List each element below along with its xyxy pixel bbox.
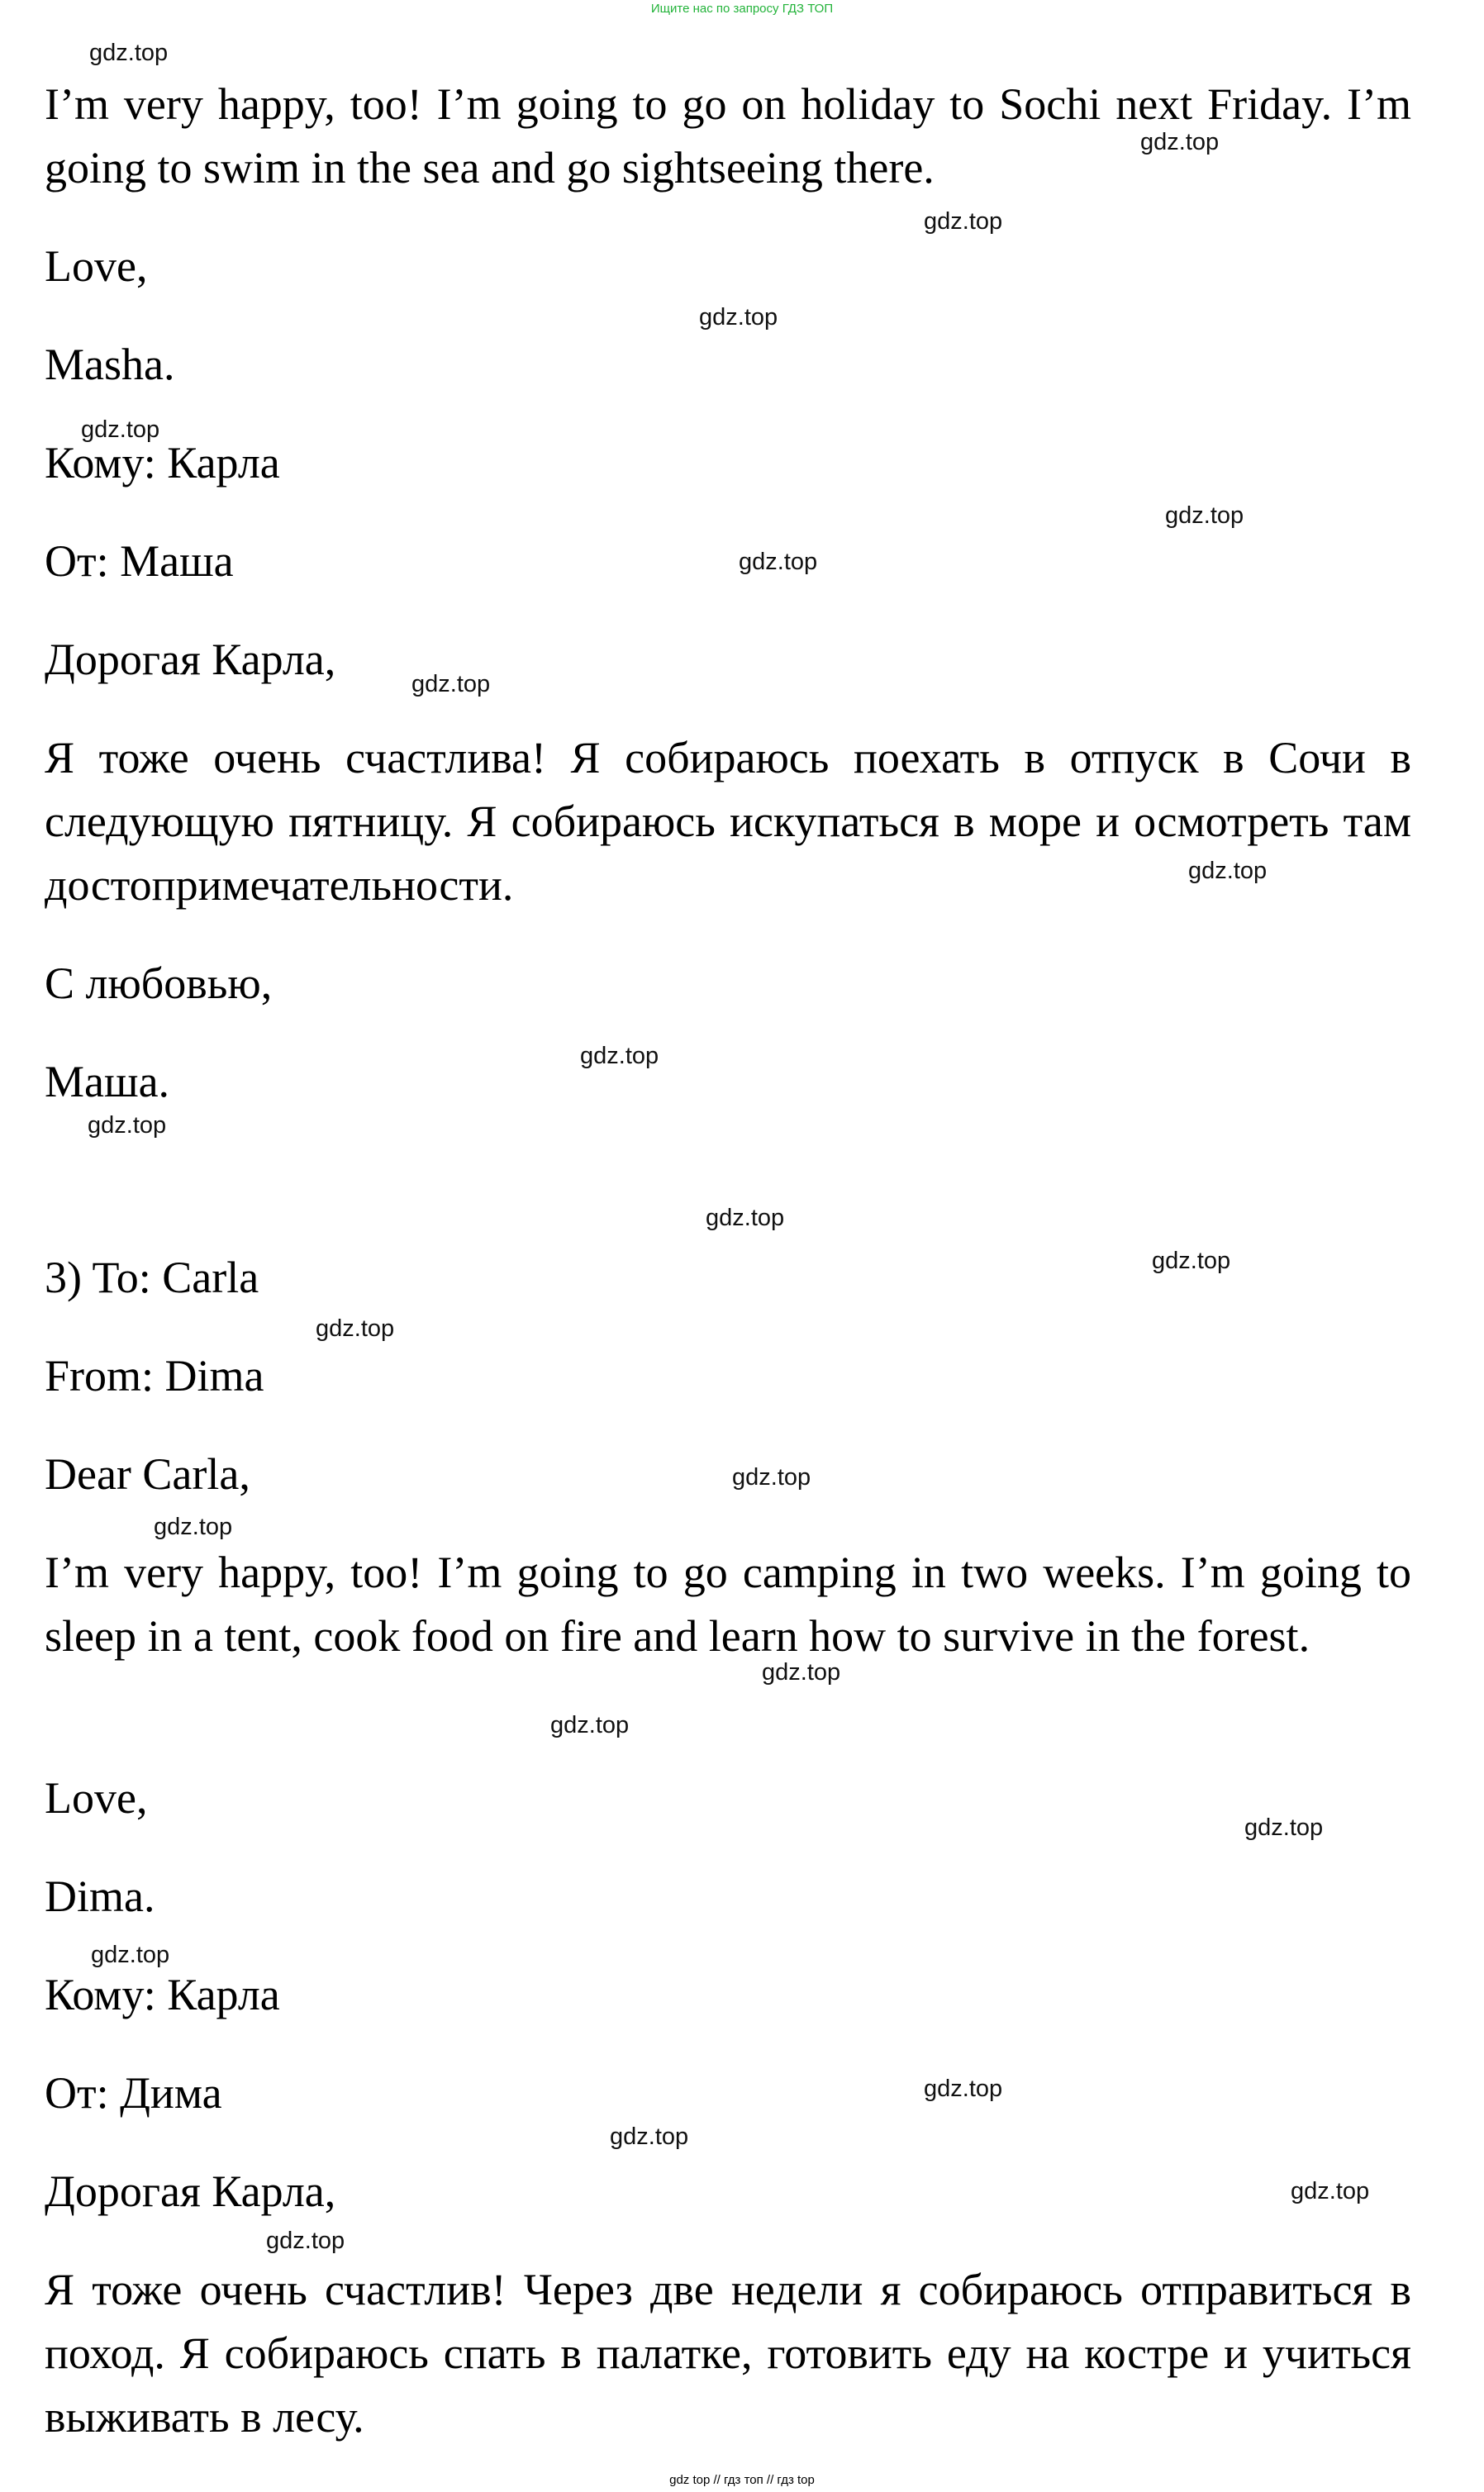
letter2-ru-signature: Маша.: [45, 1057, 170, 1106]
watermark: gdz.top: [924, 2076, 1003, 2102]
letter2-ru-to: Кому: Карла: [45, 438, 280, 487]
letter3-en-from: From: Dima: [45, 1351, 264, 1401]
letter2-en-signature: Masha.: [45, 340, 175, 389]
letter3-en-signature: Dima.: [45, 1871, 155, 1921]
watermark: gdz.top: [88, 1112, 167, 1139]
letter3-en-to: 3) To: Carla: [45, 1253, 259, 1302]
letter2-ru-greeting: Дорогая Карла,: [45, 635, 336, 684]
watermark: gdz.top: [732, 1464, 811, 1491]
watermark: gdz.top: [739, 549, 818, 575]
watermark: gdz.top: [580, 1043, 659, 1069]
watermark: gdz.top: [89, 40, 169, 66]
watermark: gdz.top: [699, 304, 778, 331]
watermark: gdz.top: [154, 1514, 233, 1540]
watermark: gdz.top: [1291, 2178, 1370, 2204]
bottom-banner: gdz top // гдз топ // гдз top: [669, 2473, 815, 2487]
watermark: gdz.top: [1140, 129, 1220, 155]
watermark: gdz.top: [91, 1942, 170, 1968]
letter3-en-body: I’m very happy, too! I’m going to go camping in two weeks. I’m going to sleep in a tent, cook food on fire and learn how to survive in the forest.: [45, 1548, 1411, 1661]
watermark: gdz.top: [550, 1712, 630, 1738]
watermark: gdz.top: [706, 1205, 785, 1231]
watermark: gdz.top: [411, 671, 491, 697]
letter3-en-greeting: Dear Carla,: [45, 1449, 250, 1499]
letter3-en-closing: Love,: [45, 1773, 148, 1823]
letter3-ru-from: От: Дима: [45, 2068, 222, 2118]
watermark: gdz.top: [762, 1659, 841, 1686]
watermark: gdz.top: [1188, 858, 1268, 884]
letter2-en-body: I’m very happy, too! I’m going to go on holiday to Sochi next Friday. I’m going to swim in the sea and go sightseeing there.: [45, 79, 1411, 193]
top-banner: Ищите нас по запросу ГДЗ ТОП: [650, 2, 834, 16]
watermark: gdz.top: [1165, 502, 1244, 529]
watermark: gdz.top: [266, 2228, 345, 2254]
watermark: gdz.top: [610, 2123, 689, 2150]
watermark: gdz.top: [1152, 1248, 1231, 1274]
letter3-ru-to: Кому: Карла: [45, 1970, 280, 2019]
letter3-ru-body: Я тоже очень счастлив! Через две недели я собираюсь отправиться в поход. Я собираюсь спать в палатке, готовить еду на костре и учиться выживать в лесу.: [45, 2265, 1411, 2442]
watermark: gdz.top: [1244, 1814, 1324, 1841]
letter2-ru-closing: С любовью,: [45, 958, 273, 1008]
watermark: gdz.top: [316, 1315, 395, 1342]
letter2-ru-body: Я тоже очень счастлива! Я собираюсь поехать в отпуск в Сочи в следующую пятницу. Я собираюсь искупаться в море и осмотреть там достопримечательности.: [45, 733, 1411, 910]
letter2-ru-from: От: Маша: [45, 536, 234, 586]
letter2-en-closing: Love,: [45, 241, 148, 291]
watermark: gdz.top: [81, 416, 160, 443]
watermark: gdz.top: [924, 208, 1003, 235]
letter3-ru-greeting: Дорогая Карла,: [45, 2166, 336, 2216]
